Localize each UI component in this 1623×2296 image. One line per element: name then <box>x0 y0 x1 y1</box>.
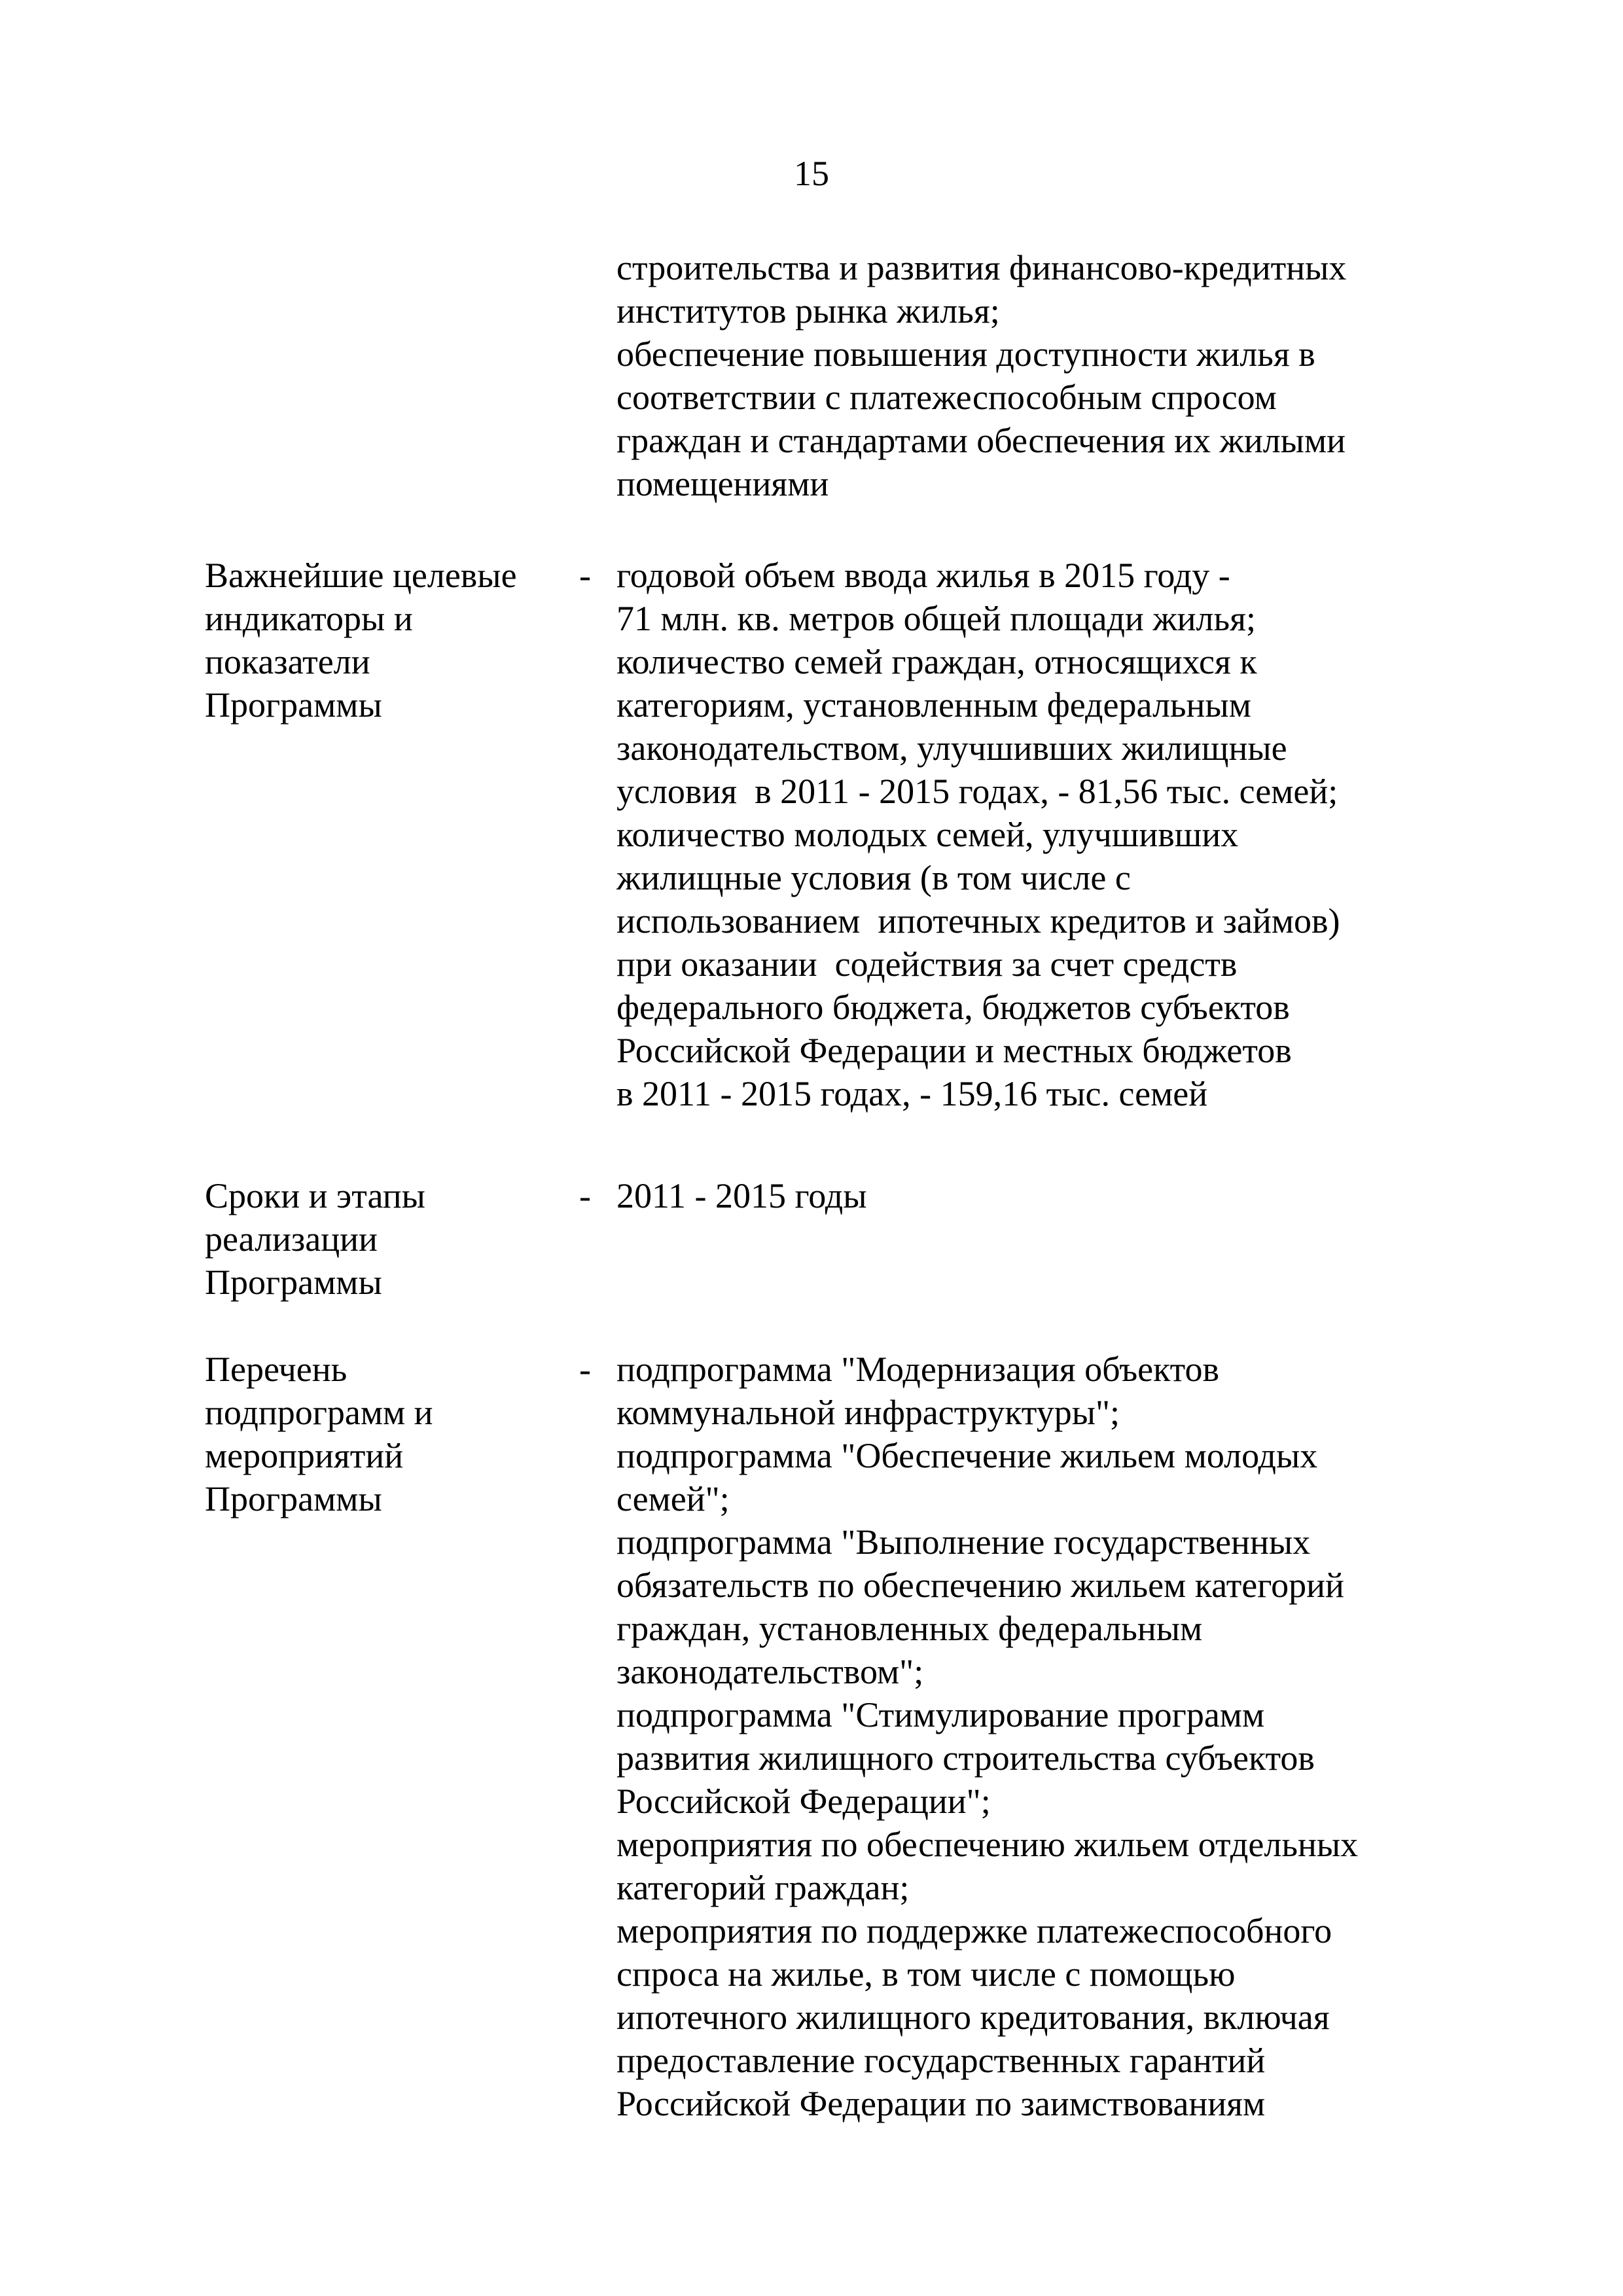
text-line: соответствии с платежеспособным спросом <box>616 378 1277 417</box>
label-line: Программы <box>205 685 382 725</box>
text-line: институтов рынка жилья; <box>616 291 1000 331</box>
content-line: федерального бюджета, бюджетов субъектов <box>616 988 1290 1027</box>
content-line: при оказании содействия за счет средств <box>616 944 1238 984</box>
label-line: Сроки и этапы <box>205 1176 425 1215</box>
content-line: условия в 2011 - 2015 годах, - 81,56 тыс. семей; <box>616 772 1338 811</box>
text-line: строительства и развития финансово-кредитных <box>616 248 1347 287</box>
content-line: развития жилищного строительства субъектов <box>616 1738 1315 1778</box>
content-line: подпрограмма "Модернизация объектов <box>616 1350 1220 1389</box>
label-line: показатели <box>205 642 370 681</box>
intro-continuation <box>616 246 1467 505</box>
section-dash <box>579 1348 599 1391</box>
content-line: законодательством, улучшивших жилищные <box>616 728 1287 768</box>
text-line: помещениями <box>616 464 829 503</box>
content-line: мероприятия по поддержке платежеспособного <box>616 1911 1332 1950</box>
content-line: мероприятия по обеспечению жильем отдельных <box>616 1825 1359 1864</box>
content-line: 71 млн. кв. метров общей площади жилья; <box>616 599 1256 638</box>
content-line: Российской Федерации по заимствованиям <box>616 2084 1266 2123</box>
content-line: граждан, установленных федеральным <box>616 1609 1203 1648</box>
label-line: подпрограмм и <box>205 1393 433 1432</box>
label-line: Перечень <box>205 1350 348 1389</box>
section-content <box>616 1348 1467 2125</box>
content-line: спроса на жилье, в том числе с помощью <box>616 1954 1236 1994</box>
content-line: подпрограмма "Стимулирование программ <box>616 1695 1265 1734</box>
section-label <box>205 1348 571 1520</box>
content-line: обязательств по обеспечению жильем категорий <box>616 1566 1344 1605</box>
content-line: коммунальной инфраструктуры"; <box>616 1393 1120 1432</box>
content-line: категорий граждан; <box>616 1868 910 1907</box>
page-number: 15 <box>794 154 829 193</box>
content-line: ипотечного жилищного кредитования, включая <box>616 1998 1330 2037</box>
content-line: подпрограмма "Выполнение государственных <box>616 1522 1311 1562</box>
content-line: использованием ипотечных кредитов и займов) <box>616 901 1340 941</box>
text-line: обеспечение повышения доступности жилья в <box>616 334 1315 374</box>
section-label <box>205 1174 571 1304</box>
section-content <box>616 554 1467 1115</box>
label-line: индикаторы и <box>205 599 413 638</box>
label-line: Программы <box>205 1479 382 1518</box>
content-line: в 2011 - 2015 годах, - 159,16 тыс. семей <box>616 1074 1208 1113</box>
content-line: предоставление государственных гарантий <box>616 2041 1266 2080</box>
text-line: граждан и стандартами обеспечения их жилыми <box>616 421 1346 460</box>
content-line: подпрограмма "Обеспечение жильем молодых <box>616 1436 1318 1475</box>
content-line: категориям, установленным федеральным <box>616 685 1251 725</box>
dash: - <box>579 1350 591 1389</box>
content-line: Российской Федерации и местных бюджетов <box>616 1031 1292 1070</box>
content-line: Российской Федерации"; <box>616 1782 991 1821</box>
content-line: количество молодых семей, улучшивших <box>616 815 1239 854</box>
content-line: жилищные условия (в том числе с <box>616 858 1131 897</box>
label-line: мероприятий <box>205 1436 404 1475</box>
label-line: Важнейшие целевые <box>205 556 517 595</box>
content-line: законодательством"; <box>616 1652 924 1691</box>
dash: - <box>579 556 591 595</box>
section-dash <box>579 554 599 597</box>
label-line: Программы <box>205 1263 382 1302</box>
section-label <box>205 554 571 726</box>
content-line: семей"; <box>616 1479 730 1518</box>
label-line: реализации <box>205 1219 378 1259</box>
section-content <box>616 1174 1467 1217</box>
content-line: количество семей граждан, относящихся к <box>616 642 1257 681</box>
content-line: 2011 - 2015 годы <box>616 1176 867 1215</box>
dash: - <box>579 1176 591 1215</box>
content-line: годовой объем ввода жилья в 2015 году - <box>616 556 1230 595</box>
section-dash <box>579 1174 599 1217</box>
